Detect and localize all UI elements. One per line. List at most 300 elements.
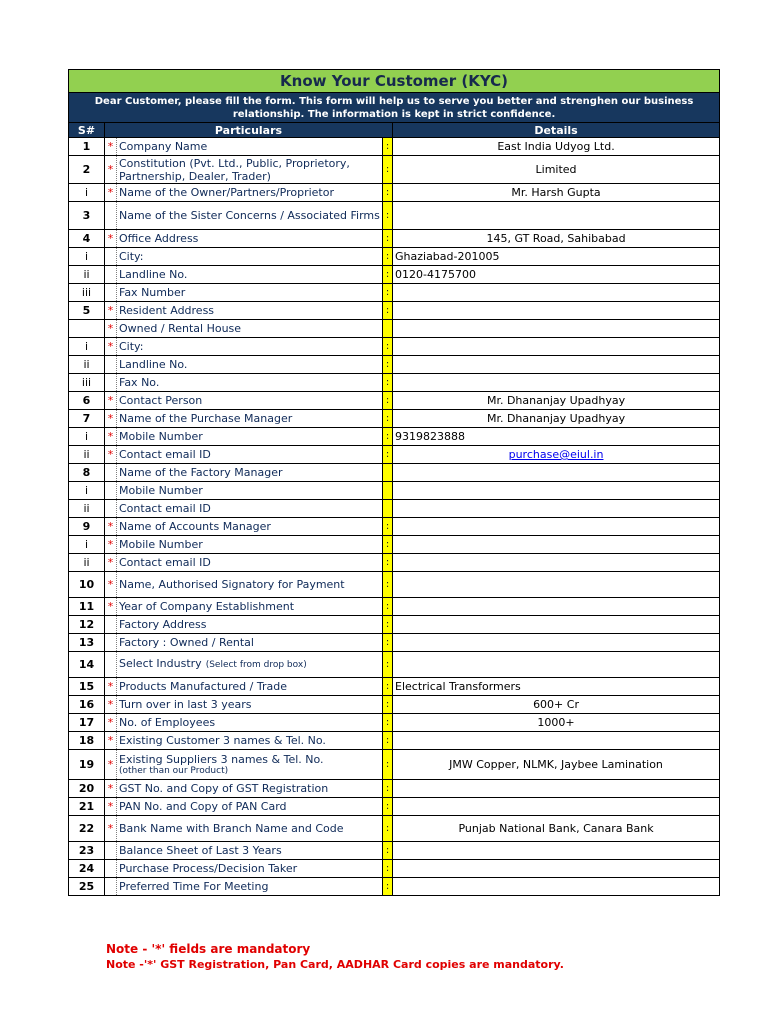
form-intro: Dear Customer, please fill the form. This form will help us to serve you better and strenghen our business relationship. The information is kept in strict confidence. xyxy=(69,93,720,123)
row-label xyxy=(117,860,383,878)
row-label xyxy=(117,428,383,446)
colon-separator: : xyxy=(383,266,393,284)
colon-separator: : xyxy=(383,138,393,156)
row-label xyxy=(117,598,383,616)
row-serial-number: 12 xyxy=(69,616,105,634)
table-row xyxy=(69,428,720,446)
row-serial-number: iii xyxy=(69,374,105,392)
colon-separator: : xyxy=(383,780,393,798)
colon-separator: : xyxy=(383,356,393,374)
colon-separator: : xyxy=(383,860,393,878)
mandatory-marker: * xyxy=(105,320,117,338)
mandatory-marker: * xyxy=(105,816,117,842)
row-label-text: Contact email ID xyxy=(119,448,211,461)
mandatory-marker: * xyxy=(105,156,117,184)
mandatory-marker: * xyxy=(105,338,117,356)
detail-value: Limited xyxy=(535,163,577,176)
detail-value: JMW Copper, NLMK, Jaybee Lamination xyxy=(449,758,663,771)
detail-value: Ghaziabad-201005 xyxy=(395,250,500,263)
detail-value: Mr. Harsh Gupta xyxy=(511,186,601,199)
row-label-text: Mobile Number xyxy=(119,484,203,497)
mandatory-marker: * xyxy=(105,230,117,248)
detail-input-cell[interactable] xyxy=(393,780,720,798)
detail-input-cell[interactable] xyxy=(393,696,720,714)
colon-separator: : xyxy=(383,616,393,634)
row-label-text: Select Industry xyxy=(119,657,202,670)
table-row xyxy=(69,616,720,634)
detail-input-cell[interactable] xyxy=(393,374,720,392)
header-sn: S# xyxy=(69,123,105,138)
colon-separator: : xyxy=(383,446,393,464)
row-label-hint: (Select from drop box) xyxy=(205,660,307,670)
colon-separator: : xyxy=(383,536,393,554)
row-label-text: Contact email ID xyxy=(119,502,211,515)
row-serial-number: 2 xyxy=(69,156,105,184)
mandatory-marker xyxy=(105,482,117,500)
row-label-text: No. of Employees xyxy=(119,716,216,729)
table-row xyxy=(69,518,720,536)
mandatory-marker xyxy=(105,616,117,634)
row-serial-number: 10 xyxy=(69,572,105,598)
row-label xyxy=(117,798,383,816)
detail-input-cell[interactable] xyxy=(393,652,720,678)
table-row xyxy=(69,374,720,392)
detail-input-cell[interactable] xyxy=(393,678,720,696)
table-row xyxy=(69,446,720,464)
row-serial-number: 19 xyxy=(69,750,105,780)
mandatory-marker: * xyxy=(105,798,117,816)
detail-value: 0120-4175700 xyxy=(395,268,476,281)
table-row xyxy=(69,554,720,572)
row-label xyxy=(117,266,383,284)
row-label-text: Name of the Purchase Manager xyxy=(119,412,293,425)
row-label-text: City: xyxy=(119,340,144,353)
detail-input-cell[interactable] xyxy=(393,536,720,554)
row-label xyxy=(117,248,383,266)
row-label-text: Mobile Number xyxy=(119,538,203,551)
colon-separator xyxy=(383,464,393,482)
row-label-text: Name of the Sister Concerns / Associated Firms xyxy=(119,209,380,222)
colon-separator: : xyxy=(383,156,393,184)
table-row xyxy=(69,302,720,320)
mandatory-marker: * xyxy=(105,696,117,714)
row-serial-number: ii xyxy=(69,554,105,572)
colon-separator: : xyxy=(383,878,393,896)
mandatory-marker xyxy=(105,356,117,374)
row-label-text: Owned / Rental House xyxy=(119,322,242,335)
detail-input-cell[interactable] xyxy=(393,338,720,356)
mandatory-marker xyxy=(105,374,117,392)
row-serial-number: 25 xyxy=(69,878,105,896)
row-label-text: GST No. and Copy of GST Registration xyxy=(119,782,329,795)
mandatory-marker xyxy=(105,284,117,302)
mandatory-marker: * xyxy=(105,732,117,750)
row-serial-number: iii xyxy=(69,284,105,302)
row-label-text: PAN No. and Copy of PAN Card xyxy=(119,800,287,813)
colon-separator: : xyxy=(383,842,393,860)
notes xyxy=(106,941,564,973)
mandatory-marker: * xyxy=(105,184,117,202)
table-row xyxy=(69,652,720,678)
row-label xyxy=(117,482,383,500)
row-serial-number: 4 xyxy=(69,230,105,248)
row-label xyxy=(117,732,383,750)
detail-value: 600+ Cr xyxy=(533,698,579,711)
row-serial-number: i xyxy=(69,482,105,500)
detail-input-cell[interactable] xyxy=(393,842,720,860)
colon-separator xyxy=(383,500,393,518)
mandatory-marker: * xyxy=(105,518,117,536)
row-label-text: Factory : Owned / Rental xyxy=(119,636,254,649)
row-label xyxy=(117,572,383,598)
row-label xyxy=(117,714,383,732)
row-label-text: Name of the Factory Manager xyxy=(119,466,283,479)
row-label xyxy=(117,138,383,156)
row-label xyxy=(117,410,383,428)
detail-input-cell[interactable] xyxy=(393,284,720,302)
row-label xyxy=(117,634,383,652)
kyc-form-sheet xyxy=(68,69,719,896)
detail-input-cell[interactable] xyxy=(393,878,720,896)
row-serial-number: 3 xyxy=(69,202,105,230)
detail-input-cell[interactable] xyxy=(393,518,720,536)
row-label-text: Fax No. xyxy=(119,376,160,389)
row-serial-number: 23 xyxy=(69,842,105,860)
row-label xyxy=(117,696,383,714)
mandatory-marker xyxy=(105,842,117,860)
kyc-table xyxy=(68,69,720,896)
colon-separator: : xyxy=(383,338,393,356)
row-serial-number: i xyxy=(69,248,105,266)
table-row xyxy=(69,750,720,780)
row-label-text: Existing Suppliers 3 names & Tel. No. xyxy=(119,753,324,766)
colon-separator: : xyxy=(383,374,393,392)
row-serial-number: i xyxy=(69,428,105,446)
row-label xyxy=(117,750,383,780)
detail-input-cell[interactable] xyxy=(393,860,720,878)
row-label-text: Landline No. xyxy=(119,358,188,371)
row-label xyxy=(117,554,383,572)
colon-separator: : xyxy=(383,798,393,816)
detail-input-cell[interactable] xyxy=(393,356,720,374)
detail-input-cell[interactable] xyxy=(393,392,720,410)
row-serial-number: 11 xyxy=(69,598,105,616)
row-label xyxy=(117,356,383,374)
row-label xyxy=(117,374,383,392)
detail-input-cell[interactable] xyxy=(393,482,720,500)
colon-separator xyxy=(383,482,393,500)
row-serial-number xyxy=(69,320,105,338)
colon-separator: : xyxy=(383,732,393,750)
table-row xyxy=(69,780,720,798)
row-label-text: Name of Accounts Manager xyxy=(119,520,271,533)
row-label xyxy=(117,842,383,860)
row-label xyxy=(117,500,383,518)
table-row xyxy=(69,500,720,518)
mandatory-marker: * xyxy=(105,750,117,780)
table-row xyxy=(69,696,720,714)
header-details: Details xyxy=(393,123,720,138)
colon-separator: : xyxy=(383,598,393,616)
table-row xyxy=(69,714,720,732)
row-serial-number: 24 xyxy=(69,860,105,878)
row-label xyxy=(117,536,383,554)
table-row xyxy=(69,798,720,816)
row-label-text: Contact Person xyxy=(119,394,203,407)
mandatory-marker xyxy=(105,266,117,284)
row-label-text: Contact email ID xyxy=(119,556,211,569)
table-row xyxy=(69,248,720,266)
mandatory-marker: * xyxy=(105,554,117,572)
row-label-text: Existing Customer 3 names & Tel. No. xyxy=(119,734,326,747)
row-label-text: Products Manufactured / Trade xyxy=(119,680,287,693)
row-label xyxy=(117,338,383,356)
detail-input-cell[interactable] xyxy=(393,428,720,446)
row-label xyxy=(117,878,383,896)
detail-input-cell[interactable] xyxy=(393,266,720,284)
detail-input-cell[interactable] xyxy=(393,500,720,518)
table-row xyxy=(69,732,720,750)
row-serial-number: 14 xyxy=(69,652,105,678)
row-label xyxy=(117,616,383,634)
row-label-text: Landline No. xyxy=(119,268,188,281)
colon-separator: : xyxy=(383,572,393,598)
table-row xyxy=(69,842,720,860)
form-title: Know Your Customer (KYC) xyxy=(69,70,720,93)
detail-input-cell[interactable] xyxy=(393,750,720,780)
detail-value: 1000+ xyxy=(537,716,575,729)
detail-value: Mr. Dhananjay Upadhyay xyxy=(486,412,626,425)
table-row xyxy=(69,320,720,338)
table-row xyxy=(69,634,720,652)
table-row xyxy=(69,138,720,156)
table-row xyxy=(69,356,720,374)
row-label-text: Name of the Owner/Partners/Proprietor xyxy=(119,186,334,199)
row-label xyxy=(117,678,383,696)
table-row xyxy=(69,536,720,554)
colon-separator: : xyxy=(383,554,393,572)
row-label-text: Office Address xyxy=(119,232,199,245)
row-label xyxy=(117,302,383,320)
row-serial-number: ii xyxy=(69,356,105,374)
row-label xyxy=(117,184,383,202)
table-row xyxy=(69,266,720,284)
colon-separator: : xyxy=(383,302,393,320)
row-label-text: Name, Authorised Signatory for Payment xyxy=(119,578,345,591)
mandatory-marker: * xyxy=(105,780,117,798)
colon-separator: : xyxy=(383,678,393,696)
mandatory-marker: * xyxy=(105,302,117,320)
mandatory-marker xyxy=(105,860,117,878)
colon-separator: : xyxy=(383,248,393,266)
mandatory-marker xyxy=(105,500,117,518)
colon-separator xyxy=(383,320,393,338)
row-serial-number: ii xyxy=(69,446,105,464)
colon-separator: : xyxy=(383,410,393,428)
detail-value: Punjab National Bank, Canara Bank xyxy=(458,822,654,835)
row-serial-number: 1 xyxy=(69,138,105,156)
row-serial-number: 17 xyxy=(69,714,105,732)
mandatory-marker xyxy=(105,464,117,482)
detail-input-cell[interactable] xyxy=(393,202,720,230)
colon-separator: : xyxy=(383,518,393,536)
row-serial-number: 22 xyxy=(69,816,105,842)
mandatory-marker: * xyxy=(105,598,117,616)
row-label-text: Balance Sheet of Last 3 Years xyxy=(119,844,282,857)
colon-separator: : xyxy=(383,284,393,302)
row-serial-number: 7 xyxy=(69,410,105,428)
row-serial-number: ii xyxy=(69,266,105,284)
row-label xyxy=(117,652,383,678)
row-label-text: Fax Number xyxy=(119,286,186,299)
mandatory-marker: * xyxy=(105,392,117,410)
detail-input-cell[interactable] xyxy=(393,464,720,482)
row-label-text: Turn over in last 3 years xyxy=(119,698,252,711)
row-serial-number: 6 xyxy=(69,392,105,410)
row-label xyxy=(117,156,383,184)
row-label-text: Year of Company Establishment xyxy=(119,600,295,613)
row-label-text: Factory Address xyxy=(119,618,207,631)
row-serial-number: 20 xyxy=(69,780,105,798)
colon-separator: : xyxy=(383,230,393,248)
mandatory-marker: * xyxy=(105,428,117,446)
row-label-text: Purchase Process/Decision Taker xyxy=(119,862,298,875)
table-row xyxy=(69,202,720,230)
row-label-text: City: xyxy=(119,250,144,263)
mandatory-marker: * xyxy=(105,536,117,554)
detail-input-cell[interactable] xyxy=(393,230,720,248)
detail-value: Electrical Transformers xyxy=(395,680,521,693)
mandatory-marker: * xyxy=(105,138,117,156)
detail-input-cell[interactable] xyxy=(393,732,720,750)
detail-value: 145, GT Road, Sahibabad xyxy=(486,232,626,245)
detail-input-cell[interactable] xyxy=(393,446,720,464)
row-label xyxy=(117,816,383,842)
detail-input-cell[interactable] xyxy=(393,320,720,338)
mandatory-marker: * xyxy=(105,446,117,464)
row-label xyxy=(117,464,383,482)
detail-value: 9319823888 xyxy=(395,430,465,443)
colon-separator: : xyxy=(383,202,393,230)
table-row xyxy=(69,598,720,616)
row-serial-number: 13 xyxy=(69,634,105,652)
detail-input-cell[interactable] xyxy=(393,554,720,572)
mandatory-marker: * xyxy=(105,714,117,732)
detail-input-cell[interactable] xyxy=(393,634,720,652)
row-label-text: Preferred Time For Meeting xyxy=(119,880,269,893)
row-label xyxy=(117,230,383,248)
row-label-text: Constitution (Pvt. Ltd., Public, Proprietory, Partnership, Dealer, Trader) xyxy=(119,156,350,183)
mandatory-marker xyxy=(105,878,117,896)
detail-input-cell[interactable] xyxy=(393,598,720,616)
row-serial-number: ii xyxy=(69,500,105,518)
detail-input-cell[interactable] xyxy=(393,156,720,184)
email-link[interactable]: purchase@eiul.in xyxy=(508,448,604,461)
row-serial-number: 21 xyxy=(69,798,105,816)
row-label xyxy=(117,446,383,464)
colon-separator: : xyxy=(383,652,393,678)
colon-separator: : xyxy=(383,392,393,410)
table-row xyxy=(69,464,720,482)
mandatory-marker: * xyxy=(105,410,117,428)
mandatory-marker xyxy=(105,202,117,230)
row-serial-number: i xyxy=(69,184,105,202)
colon-separator: : xyxy=(383,696,393,714)
table-row xyxy=(69,860,720,878)
row-serial-number: 5 xyxy=(69,302,105,320)
mandatory-marker: * xyxy=(105,678,117,696)
detail-input-cell[interactable] xyxy=(393,138,720,156)
colon-separator: : xyxy=(383,184,393,202)
colon-separator: : xyxy=(383,750,393,780)
detail-value: East India Udyog Ltd. xyxy=(497,140,615,153)
row-label-text: Bank Name with Branch Name and Code xyxy=(119,822,344,835)
detail-input-cell[interactable] xyxy=(393,816,720,842)
colon-separator: : xyxy=(383,714,393,732)
detail-input-cell[interactable] xyxy=(393,572,720,598)
colon-separator: : xyxy=(383,816,393,842)
table-row xyxy=(69,572,720,598)
mandatory-marker xyxy=(105,652,117,678)
colon-separator: : xyxy=(383,428,393,446)
detail-input-cell[interactable] xyxy=(393,248,720,266)
table-row xyxy=(69,410,720,428)
row-label xyxy=(117,320,383,338)
header-particulars: Particulars xyxy=(105,123,393,138)
row-label-text: Mobile Number xyxy=(119,430,203,443)
detail-input-cell[interactable] xyxy=(393,714,720,732)
mandatory-marker xyxy=(105,634,117,652)
row-label-text: Resident Address xyxy=(119,304,215,317)
detail-input-cell[interactable] xyxy=(393,616,720,634)
table-row xyxy=(69,284,720,302)
row-label xyxy=(117,780,383,798)
row-serial-number: 18 xyxy=(69,732,105,750)
table-row xyxy=(69,156,720,184)
row-label-text: Company Name xyxy=(119,140,208,153)
detail-input-cell[interactable] xyxy=(393,302,720,320)
table-row xyxy=(69,878,720,896)
row-serial-number: 15 xyxy=(69,678,105,696)
table-row xyxy=(69,184,720,202)
row-serial-number: 16 xyxy=(69,696,105,714)
table-row xyxy=(69,678,720,696)
row-serial-number: i xyxy=(69,536,105,554)
row-serial-number: 8 xyxy=(69,464,105,482)
row-serial-number: i xyxy=(69,338,105,356)
detail-value: Mr. Dhananjay Upadhyay xyxy=(486,394,626,407)
note-mandatory-documents: Note -'*' GST Registration, Pan Card, AADHAR Card copies are mandatory. xyxy=(106,958,564,971)
row-label xyxy=(117,392,383,410)
mandatory-marker: * xyxy=(105,572,117,598)
row-label xyxy=(117,518,383,536)
detail-input-cell[interactable] xyxy=(393,798,720,816)
table-row xyxy=(69,482,720,500)
note-mandatory-fields: Note - '*' fields are mandatory xyxy=(106,942,311,956)
colon-separator: : xyxy=(383,634,393,652)
row-serial-number: 9 xyxy=(69,518,105,536)
row-label xyxy=(117,202,383,230)
table-row xyxy=(69,338,720,356)
detail-input-cell[interactable] xyxy=(393,410,720,428)
detail-input-cell[interactable] xyxy=(393,184,720,202)
table-row xyxy=(69,816,720,842)
row-label xyxy=(117,284,383,302)
row-label-hint: (other than our Product) xyxy=(119,766,229,776)
table-row xyxy=(69,230,720,248)
table-row xyxy=(69,392,720,410)
mandatory-marker xyxy=(105,248,117,266)
